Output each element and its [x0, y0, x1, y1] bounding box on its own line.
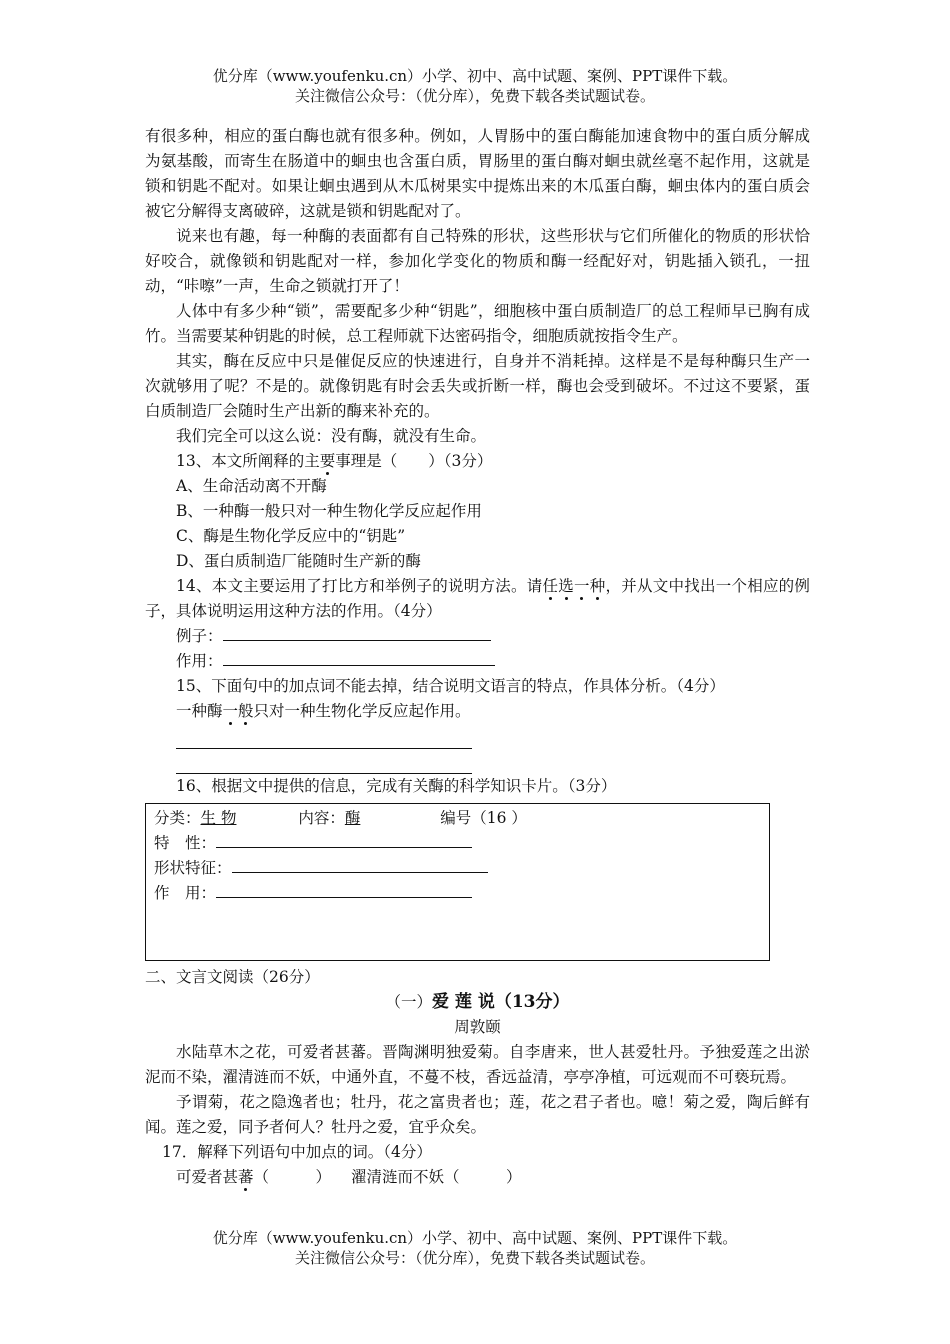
card-shape-row [154, 856, 761, 881]
q17-items [145, 1165, 810, 1190]
card-shape-label: 形状特征： [154, 859, 232, 877]
passage-paragraph-2: 说来也有趣，每一种酶的表面都有自己特殊的形状，这些形状与它们所催化的物质的形状恰好咬合，就像锁和钥匙配对一样，参加化学变化的物质和酶一经配好对，钥匙插入锁孔，一扭动，“咔嚓”一声，生命之锁就打开了！ [145, 227, 810, 295]
q15-sentence-text-b: 只对一种生物化学反应起作用。 [253, 702, 471, 720]
card-category-label: 分类： [154, 809, 201, 827]
card-content-label: 内容： [298, 809, 345, 827]
page-content [145, 124, 810, 1190]
card-header-row [154, 806, 761, 831]
q14-example-label: 例子： [176, 627, 223, 645]
q15-emphasis-char-2: 般 [238, 702, 254, 720]
q14-emphasis-char-2: 选 [558, 577, 574, 595]
essay-author: 周敦颐 [454, 1018, 501, 1036]
question-15-stem: 15、下面句中的加点词不能去掉，结合说明文语言的特点，作具体分析。（4分） [176, 677, 725, 695]
q14-effect-row [145, 649, 810, 674]
essay-title [145, 990, 810, 1015]
q15-answer-line-1[interactable] [176, 724, 472, 749]
card-use-row [154, 881, 761, 906]
card-number-label: 编号（16 ） [440, 809, 527, 827]
card-use-label: 作 用： [154, 884, 217, 902]
passage-paragraph-1: 有很多种，相应的蛋白酶也就有很多种。例如，人胃肠中的蛋白酶能加速食物中的蛋白质分解成为氨基酸，而寄生在肠道中的蛔虫也含蛋白质，胃肠里的蛋白酶对蛔虫就丝毫不起作用，这就是锁和钥匙不配对。如果让蛔虫遇到从木瓜树果实中提炼出来的木瓜蛋白酶，蛔虫体内的蛋白质会被它分解得支离破碎，这就是锁和钥匙配对了。 [145, 127, 810, 220]
passage-paragraph-5: 我们完全可以这么说：没有酶，就没有生命。 [176, 427, 487, 445]
q13-option-a: A、生命活动离不开酶 [176, 477, 327, 495]
question-17-stem: 17．解释下列语句中加点的词。（4分） [162, 1143, 432, 1161]
q17-item-1-text: 可爱者甚 [176, 1168, 239, 1186]
section-2-heading: 二、文言文阅读（26分） [145, 968, 320, 986]
essay-paragraph-2: 予谓菊，花之隐逸者也；牡丹，花之富贵者也；莲，花之君子者也。噫！菊之爱，陶后鲜有闻。莲之爱，同予者何人？牡丹之爱，宜乎众矣。 [145, 1093, 810, 1136]
card-use-blank[interactable] [216, 881, 472, 898]
q14-stem-text-a: 14、本文主要运用了打比方和举例子的说明方法。请 [176, 577, 543, 595]
page-header [0, 66, 950, 106]
q14-emphasis-char-3: 一 [573, 577, 590, 595]
card-category-value: 生 物 [200, 809, 237, 827]
footer-line-1: 优分库（www.youfenku.cn）小学、初中、高中试题、案例、PPT课件下载。 [212, 1229, 738, 1247]
essay-title-prefix: （一） [385, 993, 432, 1011]
q13-stem-text-a: 13、本文所阐释的主 [176, 452, 320, 470]
q17-item-1-blank[interactable]: （ ） [253, 1168, 332, 1186]
q14-stem-text-b: ，并从文中找出一个相应的例子，具体说明运用这种方法的作用。（4分） [145, 577, 810, 620]
essay-paragraph-1: 水陆草木之花，可爱者甚蕃。晋陶渊明独爱菊。自李唐来，世人甚爱牡丹。予独爱莲之出淤泥而不染，濯清涟而不妖，中通外直，不蔓不枝，香远益清，亭亭净植，可远观而不可亵玩焉。 [145, 1043, 810, 1086]
page-footer [0, 1228, 950, 1268]
q14-example-row [145, 624, 810, 649]
q14-effect-label: 作用： [176, 652, 223, 670]
q13-option-d: D、蛋白质制造厂能随时生产新的酶 [176, 552, 421, 570]
q13-stem-text-b: 事理是（ ）（3分） [335, 452, 493, 470]
q14-emphasis-char-1: 任 [542, 577, 559, 595]
card-trait-blank[interactable] [216, 831, 472, 848]
q15-sentence-text-a: 一种酶 [176, 702, 223, 720]
footer-line-2: 关注微信公众号：（优分库），免费下载各类试题试卷。 [294, 1249, 655, 1267]
q15-emphasis-char-1: 一 [222, 702, 239, 720]
question-13-stem [145, 449, 810, 474]
q13-option-c: C、酶是生物化学反应中的“钥匙” [176, 527, 406, 545]
q14-effect-blank[interactable] [223, 649, 495, 666]
passage-paragraph-4: 其实，酶在反应中只是催促反应的快速进行，自身并不消耗掉。这样是不是每种酶只生产一次就够用了呢？不是的。就像钥匙有时会丢失或折断一样，酶也会受到破坏。不过这不要紧，蛋白质制造厂会随时生产出新的酶来补充的。 [145, 352, 810, 420]
question-16-stem: 16、根据文中提供的信息，完成有关酶的科学知识卡片。（3分） [176, 777, 617, 795]
q13-emphasis-char: 要 [319, 452, 336, 470]
q13-option-b: B、一种酶一般只对一种生物化学反应起作用 [176, 502, 482, 520]
card-content-value: 酶 [344, 809, 361, 827]
q17-emphasis-char: 蕃 [238, 1168, 254, 1186]
passage-paragraph-3: 人体中有多少种“锁”，需要配多少种“钥匙”，细胞核中蛋白质制造厂的总工程师早已胸有成竹。当需要某种钥匙的时候，总工程师就下达密码指令，细胞质就按指令生产。 [145, 302, 810, 345]
header-line-2: 关注微信公众号：（优分库），免费下载各类试题试卷。 [294, 87, 655, 105]
q14-emphasis-char-4: 种 [589, 577, 606, 595]
card-trait-label: 特 性： [154, 834, 217, 852]
q15-answer-line-2[interactable] [176, 749, 472, 774]
q14-example-blank[interactable] [223, 624, 491, 641]
essay-title-main: 爱 莲 说（13分） [432, 992, 570, 1012]
card-trait-row [154, 831, 761, 856]
q17-item-2[interactable]: 濯清涟而不妖（ ） [351, 1168, 522, 1186]
knowledge-card [145, 803, 770, 961]
q15-sentence [145, 699, 810, 724]
question-14-stem [145, 574, 810, 624]
card-shape-blank[interactable] [232, 856, 488, 873]
header-line-1: 优分库（www.youfenku.cn）小学、初中、高中试题、案例、PPT课件下载。 [212, 67, 738, 85]
